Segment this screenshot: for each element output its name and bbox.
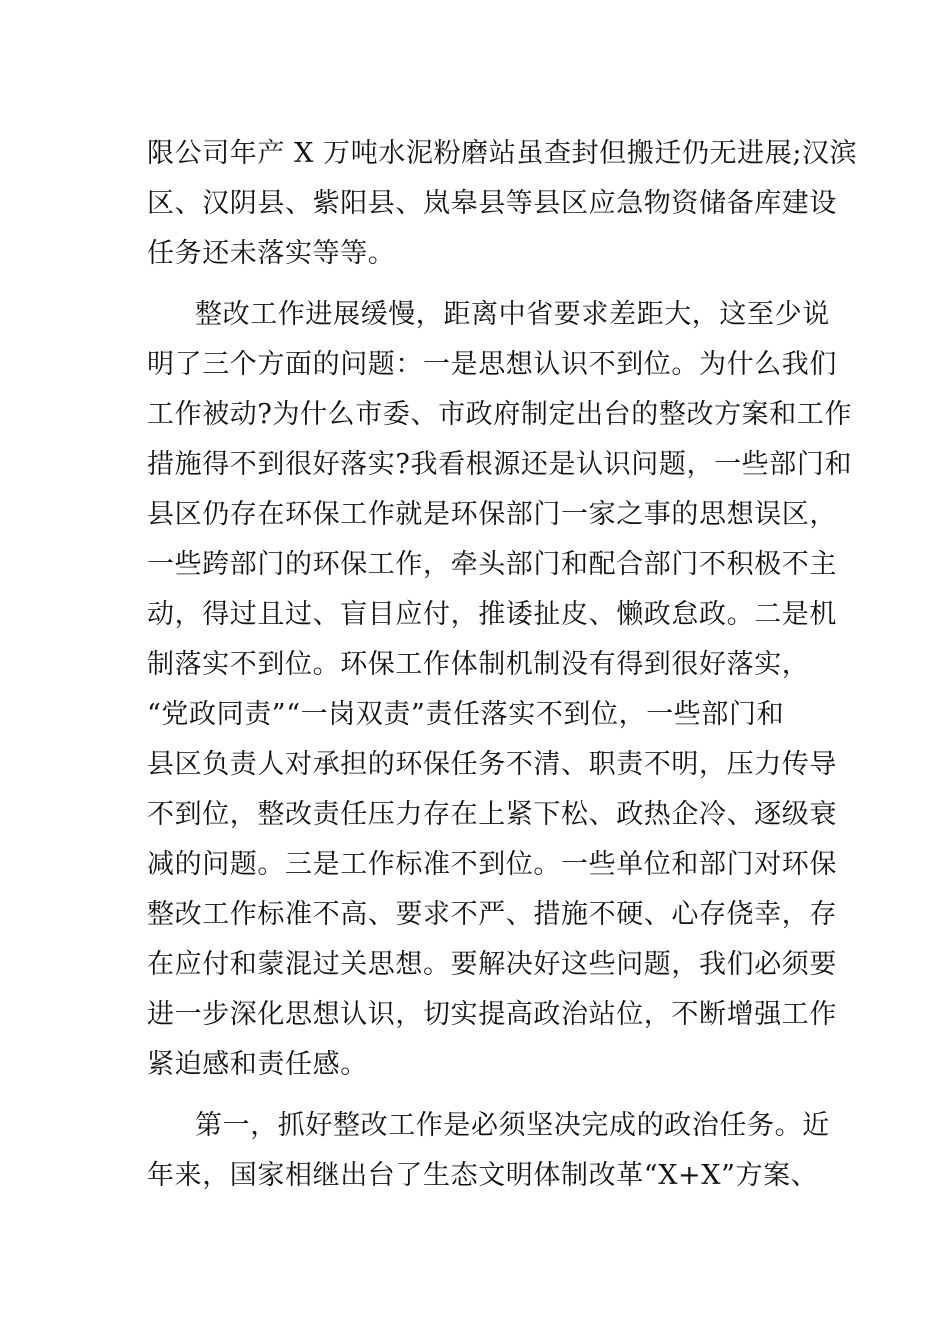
paragraph-3-line-2: 年来，国家相继出台了生态文明体制改革“X+X”方案、 xyxy=(147,1160,819,1191)
paragraph-1-line-2: 区、汉阴县、紫阳县、岚皋县等县区应急物资储备库建设 xyxy=(147,188,837,219)
paragraph-2-line-6: 一些跨部门的环保工作，牵头部门和配合部门不积极不主 xyxy=(147,549,837,580)
paragraph-1-line-1: 限公司年产 X 万吨水泥粉磨站虽查封但搬迁仍无进展;汉滨 xyxy=(147,138,858,169)
paragraph-3-line-1: 第一，抓好整改工作是必须坚决完成的政治任务。近 xyxy=(195,1110,830,1141)
paragraph-2-line-3: 工作被动?为什么市委、市政府制定出台的整改方案和工作 xyxy=(147,399,853,430)
paragraph-2-line-2: 明了三个方面的问题：一是思想认识不到位。为什么我们 xyxy=(147,349,837,380)
paragraph-2-line-1: 整改工作进展缓慢，距离中省要求差距大，这至少说 xyxy=(195,299,830,330)
paragraph-2-line-9: “党政同责”“一岗双责”责任落实不到位，一些部门和 xyxy=(147,699,785,730)
paragraph-2-line-5: 县区仍存在环保工作就是环保部门一家之事的思想误区， xyxy=(147,499,837,530)
paragraph-2-line-4: 措施得不到很好落实?我看根源还是认识问题，一些部门和 xyxy=(147,449,853,480)
paragraph-2-line-11: 不到位，整改责任压力存在上紧下松、政热企冷、逐级衰 xyxy=(147,799,837,830)
paragraph-1-line-3: 任务还未落实等等。 xyxy=(147,238,396,269)
paragraph-2-line-12: 减的问题。三是工作标准不到位。一些单位和部门对环保 xyxy=(147,849,837,880)
paragraph-2-line-7: 动，得过且过、盲目应付，推诿扯皮、懒政怠政。二是机 xyxy=(147,599,837,630)
paragraph-2-line-10: 县区负责人对承担的环保任务不清、职责不明，压力传导 xyxy=(147,749,837,780)
paragraph-2-line-15: 进一步深化思想认识，切实提高政治站位，不断增强工作 xyxy=(147,999,837,1030)
paragraph-2-line-8: 制落实不到位。环保工作体制机制没有得到很好落实， xyxy=(147,649,810,680)
paragraph-2-line-13: 整改工作标准不高、要求不严、措施不硬、心存侥幸，存 xyxy=(147,899,837,930)
paragraph-2-line-16: 紧迫感和责任感。 xyxy=(147,1049,368,1080)
paragraph-2-line-14: 在应付和蒙混过关思想。要解决好这些问题，我们必须要 xyxy=(147,949,837,980)
